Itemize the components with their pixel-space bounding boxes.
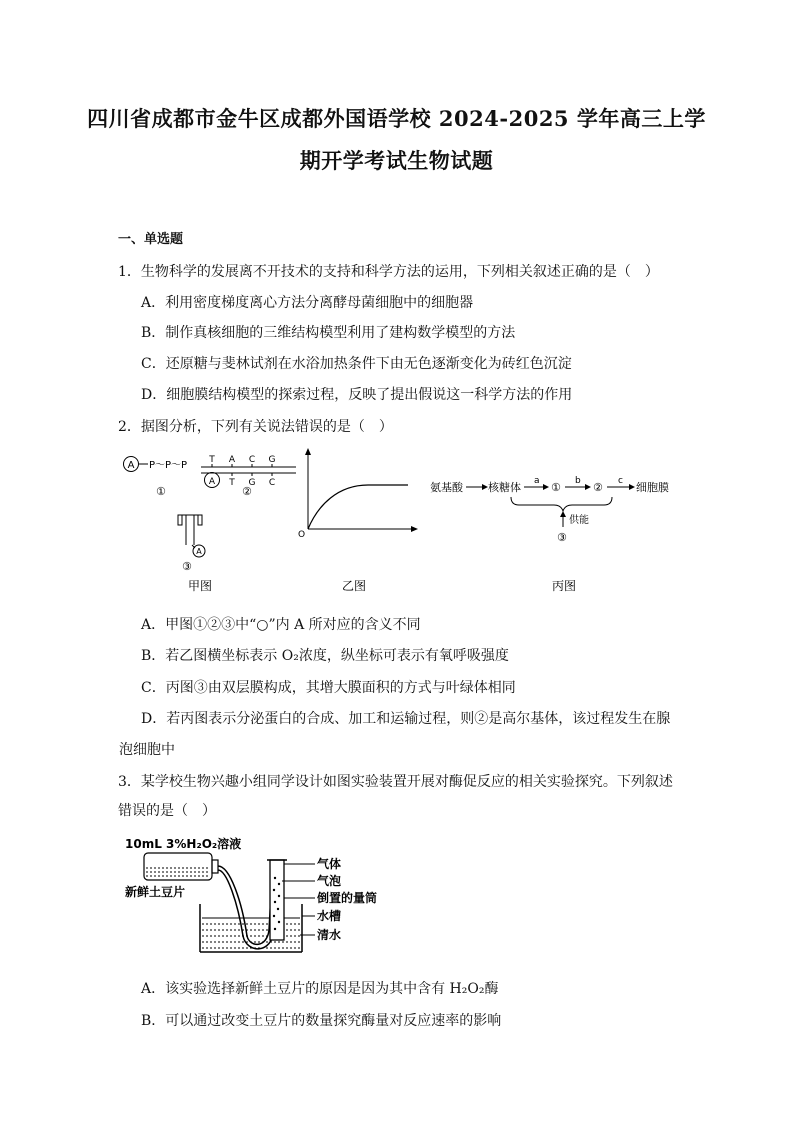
q1-option-a: A．利用密度梯度离心方法分离酵母菌细胞中的细胞器 xyxy=(141,295,474,311)
jia-caption: 甲图 xyxy=(188,579,213,593)
bing-amino-acid: 氨基酸 xyxy=(430,481,463,494)
q3-tank-label: 水槽 xyxy=(317,909,342,923)
bing-arrow-b: b xyxy=(575,476,581,486)
yi-caption: 乙图 xyxy=(342,579,367,593)
q3-solution-label: 10mL 3%H₂O₂溶液 xyxy=(125,837,242,851)
dna-top-4: G xyxy=(268,455,276,465)
bing-arrow-c: c xyxy=(618,476,623,486)
q3-option-b: B．可以通过改变土豆片的数量探究酶量对反应速率的影响 xyxy=(141,1013,502,1029)
yi-chart xyxy=(298,448,418,593)
q2-figure xyxy=(118,445,688,600)
bing-cell-membrane: 细胞膜 xyxy=(636,481,669,494)
q2-option-a: A．甲图①②③中“○”内 A 所对应的含义不同 xyxy=(141,617,421,633)
jia-label-3: ③ xyxy=(182,560,192,573)
bing-node-3: ③ xyxy=(557,531,567,544)
q3-apparatus-figure xyxy=(122,832,382,962)
yi-origin: O xyxy=(298,530,306,540)
q1-option-c: C．还原糖与斐林试剂在水浴加热条件下由无色逐渐变化为砖红色沉淀 xyxy=(141,356,572,372)
bing-arrow-a: a xyxy=(534,476,540,486)
trna-circle-a: A xyxy=(196,547,202,556)
dna-top-1: T xyxy=(209,455,215,465)
q3-stem-line2: 错误的是（ ） xyxy=(118,803,216,819)
dna-bottom-3: G xyxy=(248,478,256,488)
jia-atp xyxy=(124,457,188,499)
q3-bubble-label: 气泡 xyxy=(317,874,342,888)
dna-bottom-4: C xyxy=(268,478,276,488)
q3-stem-line1: 3．某学校生物兴趣小组同学设计如图实验装置开展对酶促反应的相关实验探究。下列叙述 xyxy=(118,774,673,790)
page-title-line1: 四川省成都市金牛区成都外国语学校 2024-2025 学年高三上学 xyxy=(87,106,706,131)
q3-water-label: 清水 xyxy=(317,928,342,942)
jia-dna xyxy=(201,455,296,498)
page-title-line2: 期开学考试生物试题 xyxy=(299,148,494,173)
q3-cylinder-label: 倒置的量筒 xyxy=(317,891,378,905)
q3-option-a: A．该实验选择新鲜土豆片的原因是因为其中含有 H₂O₂酶 xyxy=(141,981,499,997)
bing-node-2: ② xyxy=(593,481,603,494)
bing-flow xyxy=(430,476,669,593)
dna-bottom-1: A xyxy=(208,477,216,487)
bing-ribosome: 核糖体 xyxy=(488,481,521,494)
bing-caption: 丙图 xyxy=(552,579,577,593)
dna-top-3: C xyxy=(248,455,256,465)
q1-option-d: D．细胞膜结构模型的探索过程，反映了提出假说这一科学方法的作用 xyxy=(141,387,573,403)
bing-node-1: ① xyxy=(551,481,561,494)
q2-stem: 2．据图分析，下列有关说法错误的是（ ） xyxy=(118,419,393,435)
atp-circle-a: A xyxy=(127,460,135,471)
q3-potato-label: 新鲜土豆片 xyxy=(125,885,186,899)
q1-option-b: B．制作真核细胞的三维结构模型利用了建构数学模型的方法 xyxy=(141,325,516,341)
bing-energy: 供能 xyxy=(569,515,589,526)
jia-label-2: ② xyxy=(242,485,252,498)
q2-option-d-cont: 泡细胞中 xyxy=(119,742,175,758)
dna-bottom-2: T xyxy=(229,478,235,488)
q2-option-c: C．丙图③由双层膜构成，其增大膜面积的方式与叶绿体相同 xyxy=(141,680,516,696)
q3-gas-label: 气体 xyxy=(317,857,342,871)
section-heading: 一、单选题 xyxy=(118,232,184,247)
atp-chain: P～P～P xyxy=(149,460,188,471)
q2-option-d: D．若丙图表示分泌蛋白的合成、加工和运输过程，则②是高尔基体，该过程发生在腺 xyxy=(141,711,671,727)
q1-stem: 1．生物科学的发展离不开技术的支持和科学方法的运用，下列相关叙述正确的是（ ） xyxy=(118,264,659,280)
q2-option-b: B．若乙图横坐标表示 O₂浓度，纵坐标可表示有氧呼吸强度 xyxy=(141,648,509,664)
jia-trna xyxy=(178,515,205,573)
dna-top-2: A xyxy=(228,455,236,465)
jia-label-1: ① xyxy=(156,485,166,498)
